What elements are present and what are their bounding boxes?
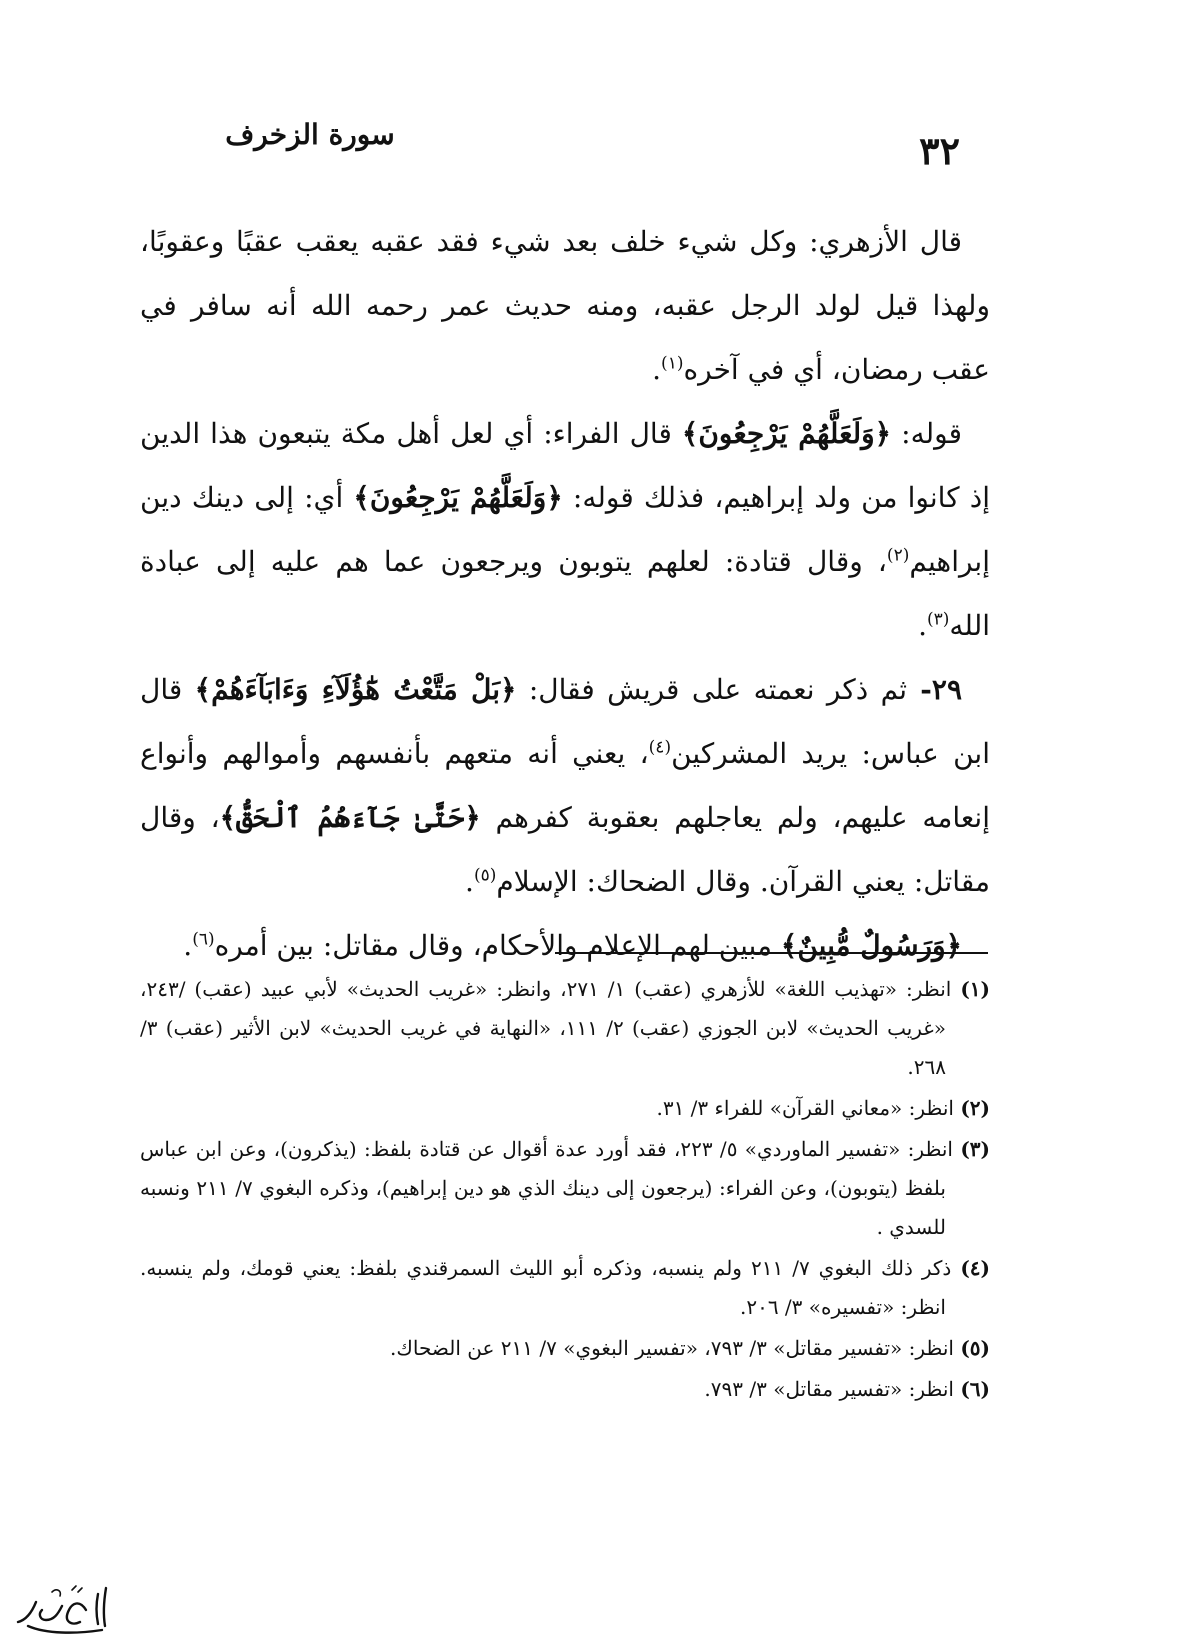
footnote-ref[interactable]: (٥)	[473, 865, 497, 886]
footnote-text: ذكر ذلك البغوي ٧/ ٢١١ ولم ينسبه، وذكره أبو الليث السمرقندي بلفظ: يعني قومك، ولم ينسبه. انظر: «تفسيره» ٣/ ٢٠٦.	[140, 1256, 952, 1319]
footnote-text: انظر: «تفسير الماوردي» ٥/ ٢٢٣، فقد أورد عدة أقوال عن قتادة بلفظ: (يذكرون)، وعن ابن عباس بلفظ (يتوبون)، وعن الفراء: (يرجعون إلى دينك الذي هو دين إبراهيم)، وذكره البغوي ٧/ ٢١١ ونسبه للسدي .	[140, 1137, 953, 1239]
footnote-ref[interactable]: (٤)	[648, 737, 672, 758]
paragraph-text: قال الفراء: أي لعل أهل مكة يتبعون هذا الدين إذ كانوا من ولد إبراهيم، فذلك قوله:	[140, 417, 990, 514]
footnote-item	[140, 970, 990, 1087]
footnote-text: انظر: «تفسير مقاتل» ٣/ ٧٩٣، «تفسير البغوي» ٧/ ٢١١ عن الضحاك.	[390, 1336, 954, 1360]
running-title: سورة الزخرف	[225, 118, 395, 151]
footnote-item	[140, 1249, 990, 1327]
quran-verse: ﴿وَلَعَلَّهُمْ يَرْجِعُونَ﴾	[681, 417, 892, 450]
paragraph-text: قال ابن عباس: يريد المشركين	[140, 673, 991, 770]
footnote-ref[interactable]: (٣)	[926, 609, 950, 630]
logo-drawing	[6, 1580, 118, 1640]
footnote-number: (١)	[960, 977, 990, 1001]
footnote-number: (٥)	[960, 1336, 990, 1360]
paragraph-text: ، وقال قتادة: لعلهم يتوبون ويرجعون عما هم عليه إلى عبادة الله	[140, 545, 990, 642]
main-text	[140, 210, 990, 978]
paragraph-text: ، يعني أنه متعهم بأنفسهم وأموالهم وأنواع إنعامه عليهم، ولم يعاجلهم بعقوبة كفرهم	[140, 737, 991, 834]
footnote-item	[140, 1089, 990, 1128]
paragraph-text: أي: إلى دينك دين إبراهيم	[140, 481, 990, 578]
paragraph-4	[140, 914, 990, 978]
paragraph-1	[140, 210, 990, 402]
quran-verse: ﴿بَلْ مَتَّعْتُ هَٰٓؤُلَآءِ وَءَابَآءَهُمْ﴾	[194, 673, 517, 706]
footnote-number: (٤)	[960, 1256, 990, 1280]
footnote-text: انظر: «معاني القرآن» للفراء ٣/ ٣١.	[656, 1096, 954, 1120]
period: .	[652, 353, 662, 386]
footnote-text: انظر: «تهذيب اللغة» للأزهري (عقب) ١/ ٢٧١، وانظر: «غريب الحديث» لأبي عبيد (عقب) /٢٤٣، «غريب الحديث» لابن الجوزي (عقب) ٢/ ١١١، «النهاية في غريب الحديث» لابن الأثير (عقب) ٣/ ٢٦٨.	[140, 977, 952, 1079]
footnote-item	[140, 1370, 990, 1409]
footnote-item	[140, 1130, 990, 1247]
period: .	[918, 609, 927, 642]
quran-verse: ﴿وَرَسُولٌ مُّبِينٌ﴾	[780, 929, 962, 962]
footnote-ref[interactable]: (٦)	[192, 929, 215, 950]
quran-verse: ﴿حَتَّىٰ جَآءَهُمُ ٱلْحَقُّ﴾	[219, 801, 481, 834]
period: .	[183, 929, 193, 962]
footnote-item	[140, 1329, 990, 1368]
footnotes	[140, 970, 990, 1411]
footnote-ref[interactable]: (٢)	[886, 545, 910, 566]
footnote-number: (٢)	[960, 1096, 990, 1120]
page-number: ٣٢	[919, 128, 960, 173]
period: .	[465, 865, 474, 898]
paragraph-text: قوله:	[891, 417, 962, 450]
footnote-ref[interactable]: (١)	[661, 353, 684, 374]
paragraph-text: مبين لهم الإعلام والأحكام، وقال مقاتل: بين أمره	[214, 929, 781, 962]
quran-verse: ﴿وَلَعَلَّهُمْ يَرْجِعُونَ﴾	[353, 481, 563, 514]
footnote-divider	[555, 952, 988, 954]
paragraph-2	[140, 402, 990, 658]
paragraph-text: ثم ذكر نعمته على قريش فقال:	[516, 673, 908, 706]
calligraphy-logo-icon	[6, 1580, 118, 1640]
footnote-number: (٦)	[960, 1377, 990, 1401]
footnote-text: انظر: «تفسير مقاتل» ٣/ ٧٩٣.	[704, 1377, 954, 1401]
paragraph-3	[140, 658, 990, 914]
paragraph-text: قال الأزهري: وكل شيء خلف بعد شيء فقد عقبه يعقب عقبًا وعقوبًا، ولهذا قيل لولد الرجل عقبه، ومنه حديث عمر رحمه الله أنه سافر في عقب رمضان، أي في آخره	[140, 225, 990, 386]
verse-number: ٢٩-	[907, 673, 962, 706]
footnote-number: (٣)	[960, 1137, 990, 1161]
paragraph-text: ، وقال مقاتل: يعني القرآن. وقال الضحاك: الإسلام	[140, 801, 990, 898]
